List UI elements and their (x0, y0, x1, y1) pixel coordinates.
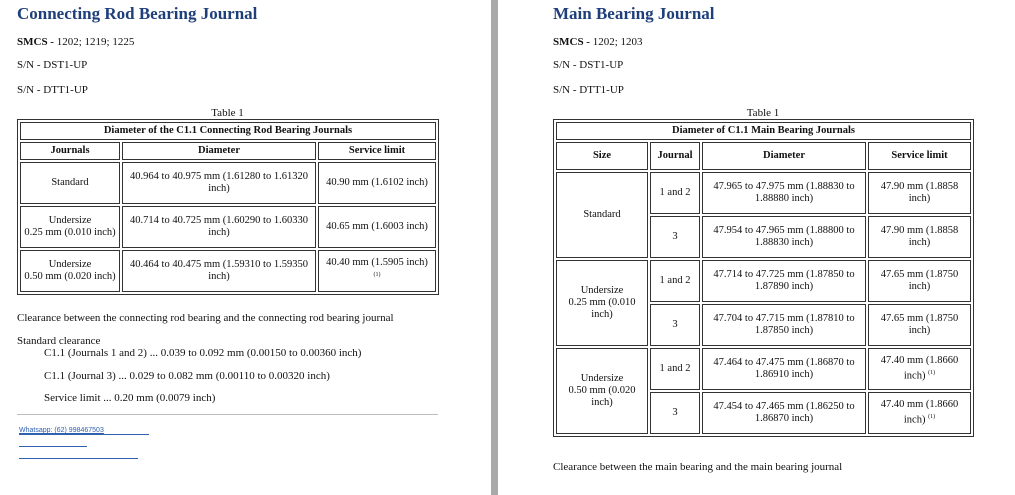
journal-cell: 1 and 2 (650, 260, 700, 302)
service-limit-value: 40.40 mm (1.5905 inch) (326, 257, 428, 269)
smcs-label: SMCS - (17, 36, 54, 48)
table-title: Diameter of the C1.1 Connecting Rod Bearing Journals (20, 122, 436, 140)
service-limit-cell: 47.65 mm (1.8750 inch) (868, 304, 971, 346)
service-limit-cell (868, 392, 971, 434)
size-label: Undersize (580, 285, 624, 296)
journal-cell: 3 (650, 216, 700, 258)
size-label: Undersize (580, 373, 624, 384)
service-limit-cell: 47.65 mm (1.8750 inch) (868, 260, 971, 302)
serial-number-2: S/N - DTT1-UP (553, 84, 624, 96)
column-header: Size (556, 142, 648, 170)
journal-label: Undersize (48, 259, 92, 270)
serial-number-1: S/N - DST1-UP (553, 59, 624, 71)
table-row (556, 260, 971, 302)
size-value: 0.25 mm (0.010 inch) (568, 297, 636, 320)
service-limit-cell (868, 348, 971, 390)
journal-cell: 3 (650, 304, 700, 346)
table-row (20, 162, 436, 204)
left-document-pane[interactable] (0, 0, 490, 495)
diameter-cell: 40.964 to 40.975 mm (1.61280 to 1.61320 inch) (122, 162, 316, 204)
smcs-value: 1202; 1219; 1225 (53, 36, 135, 48)
divider-line (17, 414, 438, 415)
service-limit-cell: 47.90 mm (1.8858 inch) (868, 216, 971, 258)
standard-clearance-label: Standard clearance (17, 335, 101, 347)
smcs-value: 1202; 1203 (589, 36, 643, 48)
main-journal-table (553, 119, 974, 437)
diameter-cell: 47.704 to 47.715 mm (1.87810 to 1.87850 inch) (702, 304, 866, 346)
column-header: Service limit (318, 142, 436, 160)
service-limit-value: 47.40 mm (1.8660 inch) (880, 355, 959, 382)
service-limit-cell: 40.65 mm (1.6003 inch) (318, 206, 436, 248)
journal-cell: 3 (650, 392, 700, 434)
size-value: 0.50 mm (0.020 inch) (568, 385, 636, 408)
size-label: Standard (583, 209, 621, 220)
pane-divider-scrollbar[interactable] (491, 0, 498, 495)
serial-number-1: S/N - DST1-UP (17, 59, 88, 71)
column-header: Diameter (702, 142, 866, 170)
clearance-journal-3: C1.1 (Journal 3) ... 0.029 to 0.082 mm (0.00110 to 0.00320 inch) (44, 370, 330, 382)
service-limit-value: 47.40 mm (1.8660 inch) (880, 399, 959, 426)
column-header: Diameter (122, 142, 316, 160)
diameter-cell: 40.464 to 40.475 mm (1.59310 to 1.59350 inch) (122, 250, 316, 292)
journal-size: 0.25 mm (0.010 inch) (24, 227, 116, 238)
smcs-line (17, 36, 134, 48)
smcs-line (553, 36, 643, 48)
journal-cell (20, 250, 120, 292)
page-title: Connecting Rod Bearing Journal (17, 4, 258, 23)
size-cell (556, 260, 648, 346)
service-limit-clearance: Service limit ... 0.20 mm (0.0079 inch) (44, 392, 216, 404)
column-header: Journal (650, 142, 700, 170)
table-row (20, 250, 436, 292)
diameter-cell: 47.714 to 47.725 mm (1.87850 to 1.87890 inch) (702, 260, 866, 302)
table-caption: Table 1 (211, 107, 244, 119)
footnote-marker[interactable]: (1) (928, 370, 936, 377)
journal-cell (20, 162, 120, 204)
empty-link[interactable] (19, 458, 138, 459)
journal-cell: 1 and 2 (650, 348, 700, 390)
table-title: Diameter of C1.1 Main Bearing Journals (556, 122, 971, 140)
journal-cell: 1 and 2 (650, 172, 700, 214)
table-row (556, 348, 971, 390)
footnote-marker[interactable]: (1) (928, 414, 936, 421)
journal-size: 0.50 mm (0.020 inch) (24, 271, 116, 282)
column-header: Service limit (868, 142, 971, 170)
service-limit-cell (318, 250, 436, 292)
diameter-cell: 47.464 to 47.475 mm (1.86870 to 1.86910 inch) (702, 348, 866, 390)
diameter-cell: 47.454 to 47.465 mm (1.86250 to 1.86870 inch) (702, 392, 866, 434)
table-row (556, 172, 971, 214)
diameter-cell: 47.954 to 47.965 mm (1.88800 to 1.88830 inch) (702, 216, 866, 258)
size-cell (556, 172, 648, 258)
clearance-heading: Clearance between the main bearing and the main bearing journal (553, 461, 843, 473)
link-underline (19, 434, 149, 435)
footnote-marker[interactable]: (1) (373, 272, 381, 279)
table-caption: Table 1 (746, 107, 780, 119)
table-row (20, 206, 436, 248)
diameter-cell: 40.714 to 40.725 mm (1.60290 to 1.60330 inch) (122, 206, 316, 248)
clearance-journals-1-2: C1.1 (Journals 1 and 2) ... 0.039 to 0.092 mm (0.00150 to 0.00360 inch) (44, 347, 362, 359)
smcs-label: SMCS - (553, 36, 590, 48)
column-header: Journals (20, 142, 120, 160)
service-limit-cell: 47.90 mm (1.8858 inch) (868, 172, 971, 214)
journal-label: Standard (51, 177, 89, 188)
journal-label: Undersize (48, 215, 92, 226)
right-document-pane[interactable] (499, 0, 1015, 495)
size-cell (556, 348, 648, 434)
serial-number-2: S/N - DTT1-UP (17, 84, 88, 96)
empty-link[interactable] (19, 446, 87, 447)
whatsapp-link[interactable]: Whatsapp: (62) 998467503 (19, 427, 104, 434)
clearance-heading: Clearance between the connecting rod bearing and the connecting rod bearing journal (17, 312, 394, 324)
service-limit-cell: 40.90 mm (1.6102 inch) (318, 162, 436, 204)
diameter-cell: 47.965 to 47.975 mm (1.88830 to 1.88880 inch) (702, 172, 866, 214)
page-title: Main Bearing Journal (553, 4, 715, 23)
journal-cell (20, 206, 120, 248)
rod-journal-table (17, 119, 439, 295)
